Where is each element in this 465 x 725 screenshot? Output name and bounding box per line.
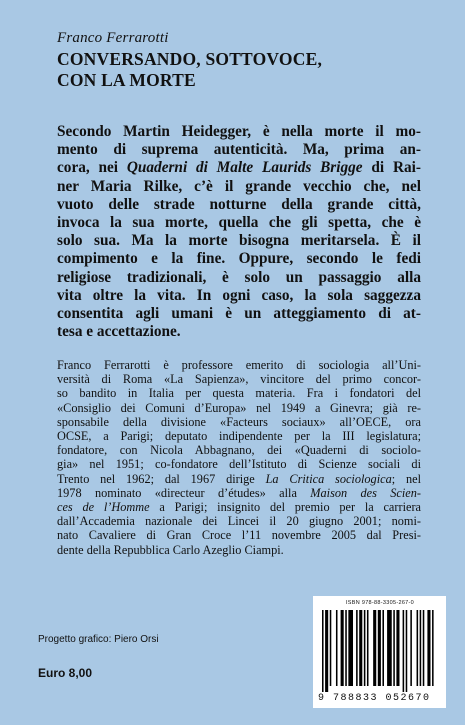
- barcode-bar: [378, 610, 381, 686]
- journal-title: La Critica sociologica: [265, 471, 392, 486]
- barcode-bar: [410, 610, 412, 686]
- lead-line: consentita agli umani è un atteggiamento di at-: [57, 305, 421, 323]
- lead-line: compimento e la fine. Oppure, secondo le fedi: [57, 250, 421, 268]
- lead-line: solo sua. Ma la morte bisogna meritarsela. È il: [57, 232, 421, 250]
- barcode-bar: [325, 610, 328, 692]
- bio-line: sponsabile della divisione «Facteurs sociaux» all’OECE, ora: [57, 414, 421, 429]
- barcode-bar: [336, 610, 338, 686]
- lead-line: ner Maria Rilke, c’è il grande vecchio che, nel: [57, 177, 421, 195]
- bio-line: versità di Roma «La Sapienza», vincitore del primo concor-: [57, 372, 421, 387]
- barcode-bar: [403, 610, 405, 692]
- barcode-bar: [345, 610, 347, 686]
- bio-line: OCSE, a Parigi; deputato indipendente per la III legislatura;: [57, 429, 421, 444]
- lead-line: mento di suprema autenticità. Ma, prima an-: [57, 141, 421, 159]
- design-credits: Progetto grafico: Piero Orsi: [38, 634, 159, 645]
- bio-line: fondatore, con Nicola Abbagnano, dei «Quaderni di sociolo-: [57, 443, 421, 458]
- barcode-bar: [364, 610, 366, 686]
- institution-name: ces de l’Homme: [57, 500, 150, 515]
- barcode-digits: 9 788833 052670: [318, 693, 431, 704]
- author-bio: [57, 358, 421, 557]
- bio-line: dente della Repubblica Carlo Azeglio Ciampi.: [57, 542, 284, 557]
- barcode-bar: [348, 610, 353, 686]
- bio-line: Franco Ferrarotti è professore emerito di sociologia all’Uni-: [57, 358, 421, 372]
- lead-line: invoca la sua morte, quella che gli spetta, che è: [57, 214, 421, 232]
- lead-line: vuoto delle strade notturne della grande città,: [57, 195, 421, 213]
- lead-line: tesa e accettazione.: [57, 323, 181, 341]
- title-line: CONVERSANDO, SOTTOVOCE,: [57, 49, 323, 69]
- bio-line: 1978 nominato «directeur d’études» alla Maison des Scien-: [57, 485, 422, 500]
- barcode-panel: [313, 596, 446, 708]
- book-reference: Quaderni di Malte Laurids Brigge: [126, 159, 363, 177]
- barcode-bar: [393, 610, 395, 686]
- barcode-bar: [432, 610, 434, 686]
- bio-line: Trento nel 1962; dal 1967 dirige La Critica sociologica; nel: [57, 471, 421, 486]
- lead-line: cora, nei Quaderni di Malte Laurids Brigge di Rai-: [57, 159, 421, 177]
- institution-name: Maison des Scien-: [310, 485, 422, 500]
- isbn-label: ISBN 978-88-3305-267-0: [345, 600, 415, 606]
- lead-line: religiose tradizionali, è solo un passaggio alla: [57, 268, 421, 286]
- barcode-icon: [322, 610, 438, 692]
- lead-line: vita oltre la vita. In ogni caso, la sola saggezza: [57, 286, 421, 304]
- barcode-bar: [322, 610, 324, 692]
- barcode-bar: [417, 610, 419, 686]
- barcode-bar: [396, 610, 399, 686]
- barcode-bar: [387, 610, 392, 686]
- barcode-bar: [420, 610, 422, 686]
- barcode-bar: [406, 610, 408, 692]
- bio-line: nato Cavaliere di Gran Croce l’11 novembre 2005 dal Presi-: [57, 528, 421, 543]
- lead-line: Secondo Martin Heidegger, è nella morte il mo-: [57, 123, 421, 140]
- barcode-bar: [373, 610, 376, 686]
- bio-line: gia» nel 1951; co-fondatore dell’Istituto di Scienze sociali di: [57, 457, 421, 472]
- barcode-bar: [423, 610, 425, 686]
- bio-line: dall’Accademia nazionale dei Lincei il 20 giugno 2001; nomi-: [57, 514, 421, 529]
- barcode-bar: [367, 610, 369, 686]
- price-label: Euro 8,00: [38, 666, 93, 680]
- barcode-bar: [330, 610, 332, 686]
- title-line: CON LA MORTE: [57, 70, 196, 90]
- barcode-bar: [427, 610, 430, 686]
- author-name: Franco Ferrarotti: [57, 30, 169, 46]
- bio-line: ces de l’Homme a Parigi; insignito del premio per la carriera: [57, 500, 421, 515]
- barcode-bar: [382, 610, 384, 686]
- lead-paragraph: [57, 123, 421, 341]
- bio-line: «Consiglio dei Comuni d’Europa» nel 1949 a Ginevra; già re-: [57, 400, 421, 415]
- bio-line: so bandito in Italia per questa materia. Fra i fondatori del: [57, 386, 421, 401]
- barcode-bar: [356, 610, 358, 686]
- barcode-bar: [359, 610, 362, 686]
- barcode-bar: [341, 610, 344, 686]
- book-title: [57, 49, 417, 91]
